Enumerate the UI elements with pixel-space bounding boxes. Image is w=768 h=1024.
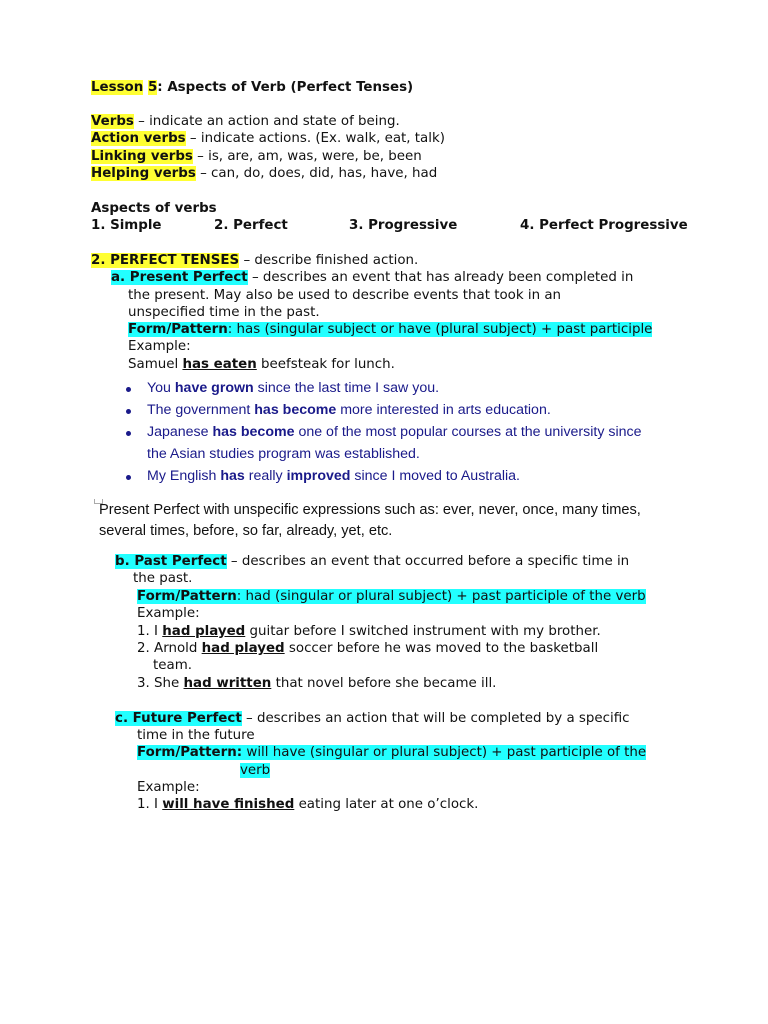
past-perfect-example-continued: team. <box>153 658 192 673</box>
def-helping-verbs <box>91 165 437 182</box>
present-perfect-form: Form/Pattern: has (singular subject or have (plural subject) + past participle <box>128 322 653 337</box>
aspect-item: 1. Simple <box>91 218 162 233</box>
lesson-title <box>91 79 413 96</box>
bullet-icon <box>126 431 131 436</box>
present-perfect-heading: a. Present Perfect – describes an event that has already been completed in <box>111 270 634 285</box>
bullet-icon <box>126 475 131 480</box>
note-line: several times, before, so far, already, yet, etc. <box>99 523 393 539</box>
present-perfect-desc: the present. May also be used to describe events that took in an <box>128 288 562 303</box>
lesson-number: 5 <box>147 80 158 95</box>
example-label: Example: <box>137 606 200 621</box>
past-perfect-heading: b. Past Perfect – describes an event that occurred before a specific time in <box>115 554 630 569</box>
def-term: Helping verbs <box>91 166 196 181</box>
def-term: Verbs <box>91 114 134 129</box>
def-text: – is, are, am, was, were, be, been <box>192 149 422 164</box>
aspect-item: 2. Perfect <box>214 218 288 233</box>
perfect-tenses-heading: 2. PERFECT TENSES – describe finished action. <box>91 253 419 268</box>
future-perfect-example: 1. I will have finished eating later at one o’clock. <box>137 797 479 812</box>
future-perfect-label: c. Future Perfect <box>115 711 242 726</box>
present-perfect-example: Samuel has eaten beefsteak for lunch. <box>128 357 395 372</box>
list-item: Japanese has become one of the most popular courses at the university since <box>147 424 642 440</box>
lesson-label: Lesson <box>91 80 144 95</box>
def-verbs <box>91 113 400 130</box>
past-perfect-example: 1. I had played guitar before I switched instrument with my brother. <box>137 624 601 639</box>
def-text: – indicate an action and state of being. <box>133 114 400 129</box>
def-action-verbs <box>91 130 445 147</box>
bullet-icon <box>126 409 131 414</box>
list-item: The government has become more interested in arts education. <box>147 402 551 418</box>
def-text: – can, do, does, did, has, have, had <box>195 166 438 181</box>
def-linking-verbs <box>91 148 422 165</box>
future-perfect-desc: time in the future <box>137 728 255 743</box>
present-perfect-label: a. Present Perfect <box>111 270 248 285</box>
present-perfect-desc: unspecified time in the past. <box>128 305 320 320</box>
past-perfect-desc: the past. <box>133 571 193 586</box>
note-line: Present Perfect with unspecific expressions such as: ever, never, once, many times, <box>99 502 641 518</box>
lesson-title-text: : Aspects of Verb (Perfect Tenses) <box>157 80 414 95</box>
bullet-icon <box>126 387 131 392</box>
example-label: Example: <box>128 339 191 354</box>
past-perfect-example: 3. She had written that novel before she became ill. <box>137 676 497 691</box>
future-perfect-form: Form/Pattern: will have (singular or plural subject) + past participle of the <box>137 745 647 760</box>
past-perfect-form: Form/Pattern: had (singular or plural subject) + past participle of the verb <box>137 589 646 604</box>
past-perfect-example: 2. Arnold had played soccer before he was moved to the basketball <box>137 641 599 656</box>
def-text: – indicate actions. (Ex. walk, eat, talk) <box>185 131 445 146</box>
example-label: Example: <box>137 780 200 795</box>
future-perfect-heading: c. Future Perfect – describes an action that will be completed by a specific <box>115 711 630 726</box>
def-term: Linking verbs <box>91 149 193 164</box>
future-perfect-form-continued: verb <box>240 763 271 778</box>
def-term: Action verbs <box>91 131 186 146</box>
aspect-item: 4. Perfect Progressive <box>520 218 688 233</box>
list-item: You have grown since the last time I saw you. <box>147 380 440 396</box>
past-perfect-label: b. Past Perfect <box>115 554 227 569</box>
aspect-item: 3. Progressive <box>349 218 458 233</box>
list-item-continued: the Asian studies program was established. <box>147 446 420 462</box>
aspects-heading: Aspects of verbs <box>91 201 217 216</box>
list-item: My English has really improved since I moved to Australia. <box>147 468 520 484</box>
